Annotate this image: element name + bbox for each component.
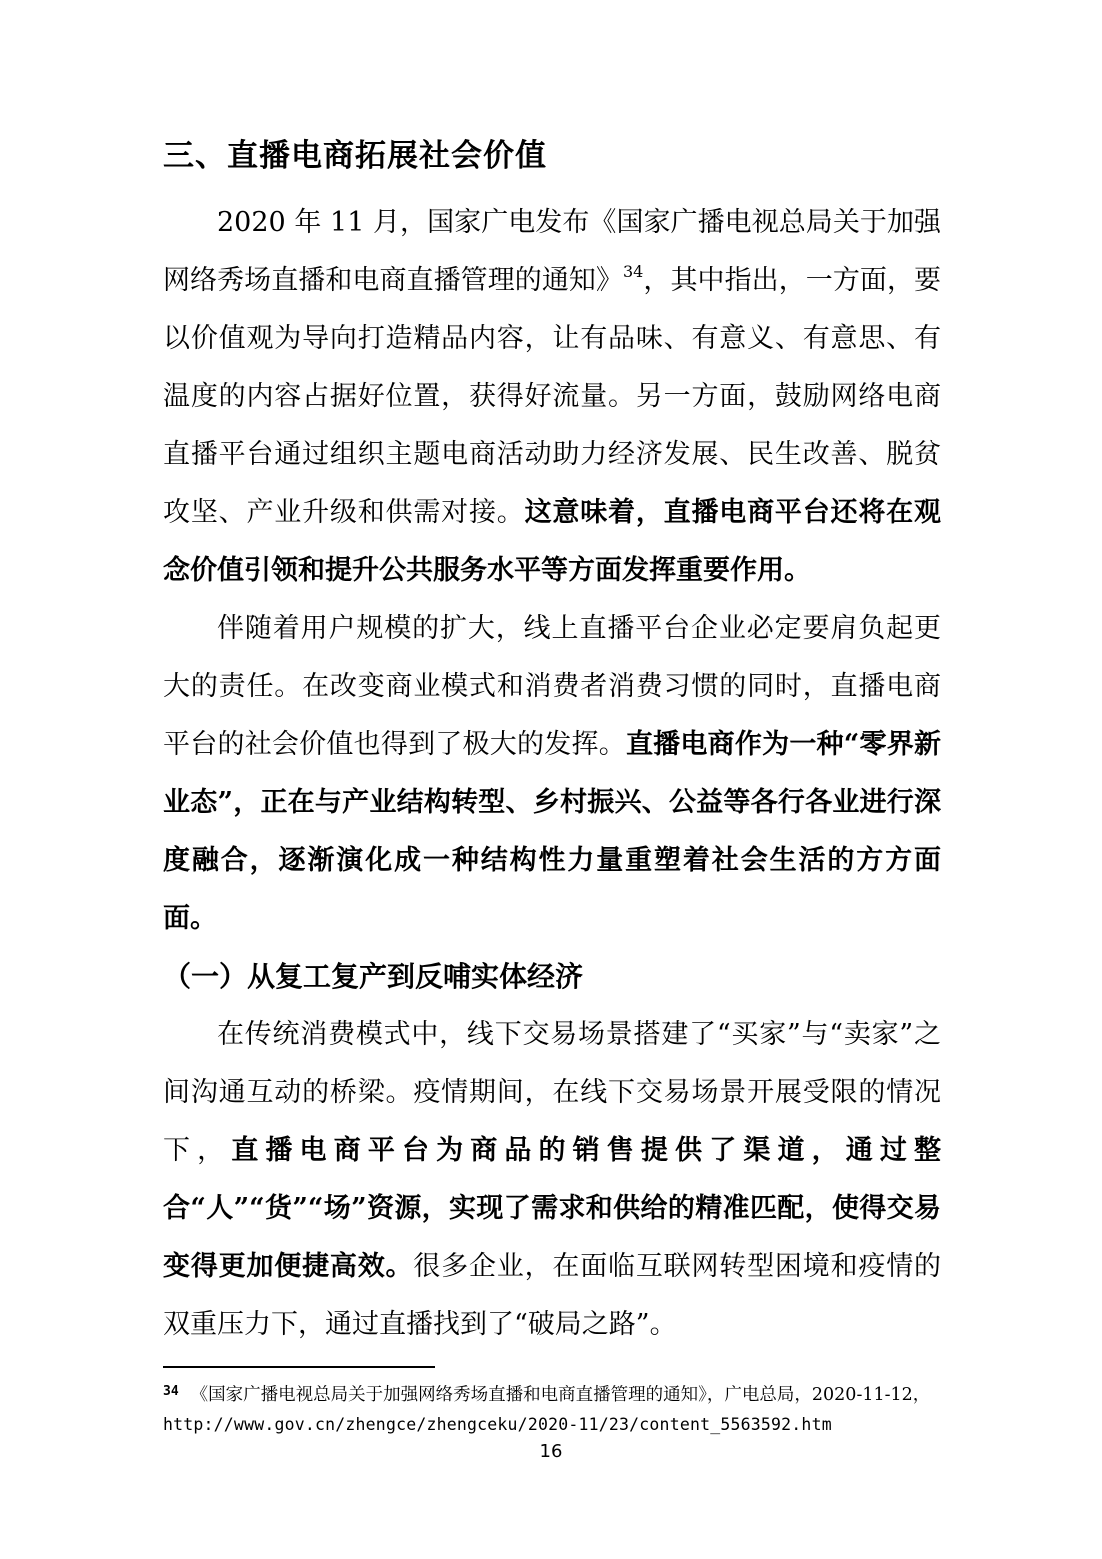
paragraph-3-run-3: 很多企业，在面临互联网转型困境和疫情的双重压力下，通过直播找到了“破局之路”。 (163, 1251, 942, 1340)
paragraph-3-run-1: 在传统消费模式中，线下交易场景搭建了“买家”与“卖家”之间沟通互动的桥梁。疫情期间，在线下交易场景开展受限的情况下， (163, 1019, 941, 1166)
footnote-separator (163, 1366, 435, 1368)
footnote-citation: 《国家广播电视总局关于加强网络秀场直播和电商直播管理的通知》，广电总局，2020-11-12， (190, 1385, 931, 1405)
section-heading: 三、直播电商拓展社会价值 (163, 138, 547, 174)
footnote-reference-34: 34 (623, 262, 644, 281)
paragraph-1 (163, 194, 941, 600)
footnote-marker: 34 (163, 1384, 179, 1399)
paragraph-2-run-2-bold: 直播电商作为一种“零界新业态”，正在与产业结构转型、乡村振兴、公益等各行各业进行深度融合，逐渐演化成一种结构性力量重塑着社会生活的方方面面。 (163, 729, 942, 934)
paragraph-2 (163, 600, 941, 948)
document-body (163, 126, 941, 1354)
paragraph-1-run-2: ，其中指出，一方面，要以价值观为导向打造精品内容，让有品味、有意义、有意思、有温度的内容占据好位置，获得好流量。另一方面，鼓励网络电商直播平台通过组织主题电商活动助力经济发展、民生改善、脱贫攻坚、产业升级和供需对接。 (163, 265, 942, 528)
subsection-heading: （一）从复工复产到反哺实体经济 (163, 960, 584, 993)
footnote-34 (163, 1377, 941, 1440)
paragraph-3 (163, 1006, 941, 1354)
footnote-area (163, 1366, 941, 1440)
page-number: 16 (539, 1441, 563, 1462)
paragraph-1-run-1: 2020 年 11 月，国家广电发布《国家广播电视总局关于加强网络秀场直播和电商直播管理的通知》 (163, 207, 941, 296)
paragraph-1-run-3-bold: 这意味着，直播电商平台还将在观念价值引领和提升公共服务水平等方面发挥重要作用。 (163, 497, 942, 586)
paragraph-2-run-1: 伴随着用户规模的扩大，线上直播平台企业必定要肩负起更大的责任。在改变商业模式和消费者消费习惯的同时，直播电商平台的社会价值也得到了极大的发挥。 (163, 613, 941, 760)
paragraph-3-run-2-bold: 直播电商平台为商品的销售提供了渠道，通过整合“人”“货”“场”资源，实现了需求和供给的精准匹配，使得交易变得更加便捷高效。 (163, 1135, 942, 1282)
footnote-url: http://www.gov.cn/zhengce/zhengceku/2020-11/23/content_5563592.htm (163, 1415, 832, 1434)
